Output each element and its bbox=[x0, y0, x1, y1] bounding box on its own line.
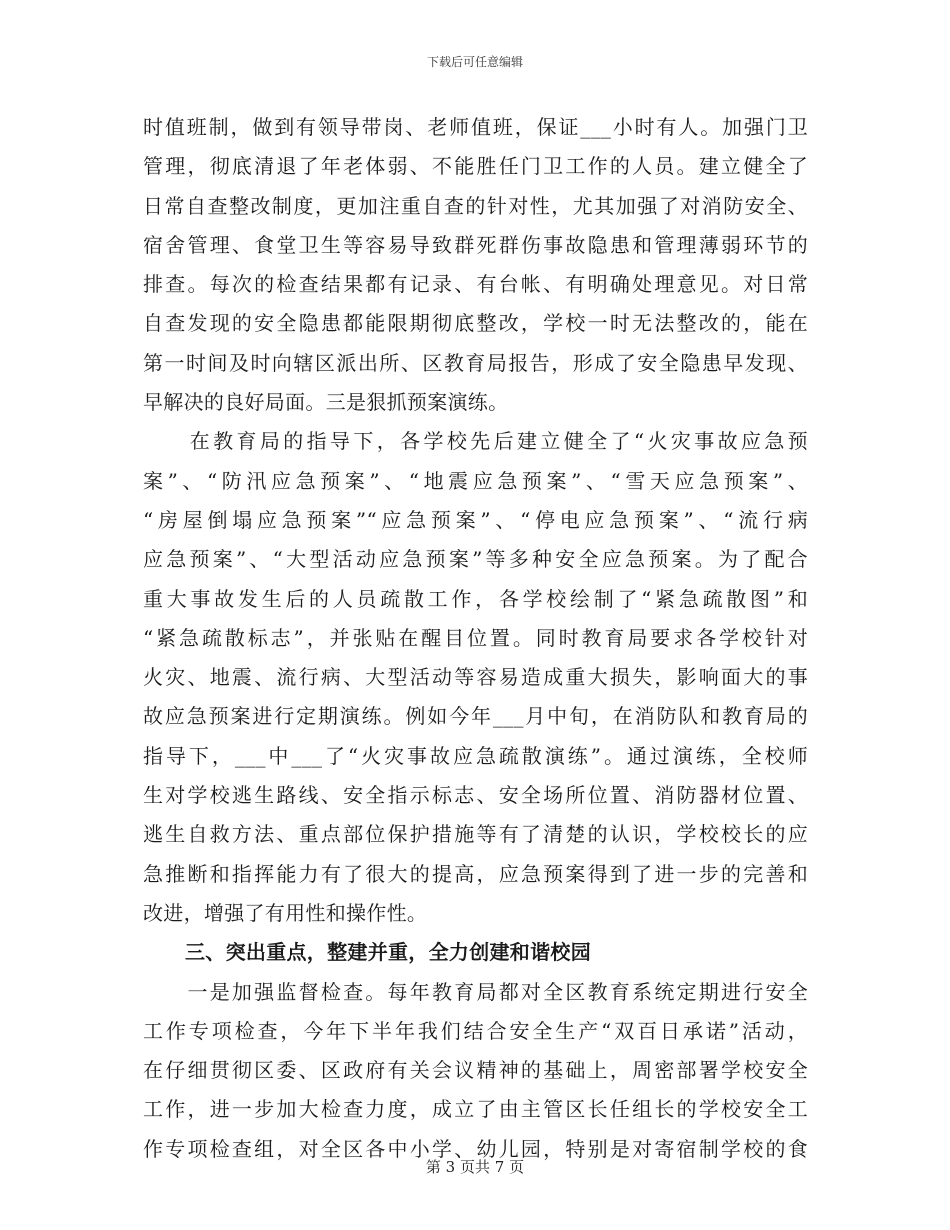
body-text-line: 时值班制，做到有领导带岗、老师值班，保证___小时有人。加强门卫 bbox=[143, 115, 808, 139]
page-header-note: 下载后可任意编辑 bbox=[426, 55, 523, 69]
document-body bbox=[143, 108, 808, 1169]
body-text-line: 第一时间及时向辖区派出所、区教育局报告，形成了安全隐患早发现、 bbox=[143, 350, 808, 375]
body-text-line: 故应急预案进行定期演练。例如今年___月中旬，在消防队和教育局的 bbox=[143, 704, 808, 729]
body-text-line: 重大事故发生后的人员疏散工作，各学校绘制了“紧急疏散图”和 bbox=[143, 586, 808, 611]
body-text-line: 逃生自救方法、重点部位保护措施等有了清楚的认识，学校校长的应 bbox=[143, 822, 808, 847]
body-text-line: 工作专项检查，今年下半年我们结合安全生产“双百日承诺”活动， bbox=[143, 1018, 808, 1043]
body-text-line: 改进，增强了有用性和操作性。 bbox=[143, 900, 428, 925]
body-text-line: 在教育局的指导下，各学校先后建立健全了“火灾事故应急预 bbox=[143, 429, 808, 454]
body-text-line: 作专项检查组，对全区各中小学、幼儿园，特别是对寄宿制学校的食 bbox=[143, 1136, 808, 1161]
body-text-line: “房屋倒塌应急预案”“应急预案”、“停电应急预案”、“流行病 bbox=[143, 507, 808, 532]
page-number-footer: 第 3 页共 7 页 bbox=[425, 1158, 525, 1176]
body-text-line: 一是加强监督检查。每年教育局都对全区教育系统定期进行安全 bbox=[143, 979, 808, 1004]
body-text-line: 指导下，___中___了“火灾事故应急疏散演练”。通过演练，全校师 bbox=[143, 743, 808, 768]
body-text-line: 自查发现的安全隐患都能限期彻底整改，学校一时无法整改的，能在 bbox=[143, 311, 808, 336]
body-text-line: 早解决的良好局面。三是狠抓预案演练。 bbox=[143, 390, 509, 415]
body-text-line: “紧急疏散标志”，并张贴在醒目位置。同时教育局要求各学校针对 bbox=[143, 625, 808, 650]
body-text-line: 案”、“防汛应急预案”、“地震应急预案”、“雪天应急预案”、 bbox=[143, 468, 808, 493]
body-text-line: 宿舍管理、食堂卫生等容易导致群死群伤事故隐患和管理薄弱环节的 bbox=[143, 232, 808, 257]
body-text-line: 工作，进一步加大检查力度，成立了由主管区长任组长的学校安全工 bbox=[143, 1097, 808, 1122]
body-text-line: 日常自查整改制度，更加注重自查的针对性，尤其加强了对消防安全、 bbox=[143, 193, 808, 218]
body-text-line: 排查。每次的检查结果都有记录、有台帐、有明确处理意见。对日常 bbox=[143, 272, 808, 297]
body-text-line: 火灾、地震、流行病、大型活动等容易造成重大损失，影响面大的事 bbox=[143, 665, 808, 690]
body-text-line: 在仔细贯彻区委、区政府有关会议精神的基础上，周密部署学校安全 bbox=[143, 1058, 808, 1083]
section-heading: 三、突出重点，整建并重，全力创建和谐校园 bbox=[185, 940, 591, 965]
body-text-line: 生对学校逃生路线、安全指示标志、安全场所位置、消防器材位置、 bbox=[143, 783, 808, 808]
body-text-line: 应急预案”、“大型活动应急预案”等多种安全应急预案。为了配合 bbox=[143, 547, 808, 572]
body-text-line: 管理，彻底清退了年老体弱、不能胜任门卫工作的人员。建立健全了 bbox=[143, 154, 808, 179]
body-text-line: 急推断和指挥能力有了很大的提高，应急预案得到了进一步的完善和 bbox=[143, 861, 808, 886]
